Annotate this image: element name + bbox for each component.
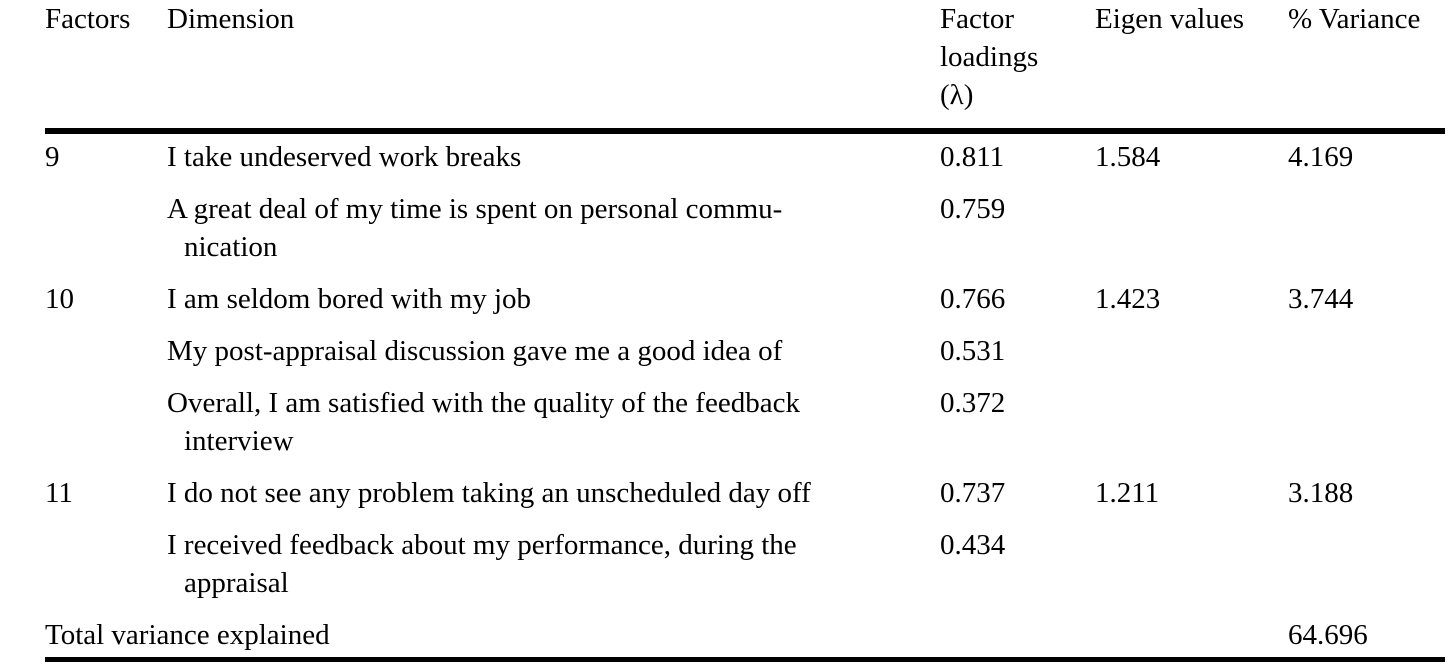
factor-number: 10 [45, 283, 74, 315]
table-row [45, 526, 1445, 602]
eigen-value [1095, 384, 1288, 460]
eigen-value: 1.423 [1095, 283, 1161, 315]
eigen-value [1095, 526, 1288, 602]
table-footer-row [45, 616, 1445, 654]
variance-value [1288, 190, 1445, 266]
factor-loading-value: 0.811 [940, 141, 1005, 173]
dimension-cell [167, 138, 940, 176]
dimension-text-wrap: nication [184, 231, 278, 263]
factor-number [45, 190, 167, 266]
dimension-cell [167, 526, 940, 602]
dimension-text-wrap: appraisal [184, 567, 289, 599]
variance-value: 3.744 [1288, 283, 1354, 315]
header-eigen-values: Eigen values [1095, 3, 1244, 35]
header-percent-variance: % Variance [1288, 3, 1421, 35]
dimension-cell [167, 474, 940, 512]
table-row [45, 474, 1445, 512]
dimension-cell [167, 280, 940, 318]
dimension-text: Overall, I am satisfied with the quality of the feedback [167, 387, 800, 419]
table-top-rule [45, 128, 1445, 134]
dimension-text: I received feedback about my performance, during the [167, 529, 797, 561]
dimension-cell [167, 384, 940, 460]
table-bottom-rule [45, 657, 1445, 662]
factor-number [45, 384, 167, 460]
dimension-cell [167, 332, 940, 370]
dimension-cell [167, 190, 940, 266]
variance-value [1288, 332, 1445, 370]
eigen-value: 1.211 [1095, 477, 1160, 509]
factor-number: 11 [45, 477, 73, 509]
factor-loading-value: 0.531 [940, 335, 1006, 367]
factor-loading-value: 0.766 [940, 283, 1006, 315]
variance-value [1288, 384, 1445, 460]
table-row [45, 190, 1445, 266]
table-row [45, 138, 1445, 176]
table-row [45, 384, 1445, 460]
table-row [45, 332, 1445, 370]
header-factor-loadings: Factor loadings (λ) [940, 3, 1039, 111]
factor-number: 9 [45, 141, 60, 173]
dimension-text: My post-appraisal discussion gave me a good idea of [167, 335, 783, 367]
total-variance-label: Total variance explained [45, 619, 330, 651]
dimension-text: A great deal of my time is spent on personal commu- [167, 193, 783, 225]
variance-value: 3.188 [1288, 477, 1354, 509]
total-variance-value: 64.696 [1288, 619, 1368, 651]
eigen-value: 1.584 [1095, 141, 1161, 173]
dimension-text: I take undeserved work breaks [167, 141, 522, 173]
factor-number [45, 332, 167, 370]
eigen-value [1095, 332, 1288, 370]
table-header-row [45, 0, 1445, 128]
variance-value: 4.169 [1288, 141, 1354, 173]
factor-number [45, 526, 167, 602]
factor-loading-value: 0.737 [940, 477, 1006, 509]
eigen-value [1095, 190, 1288, 266]
factor-analysis-table [45, 0, 1445, 662]
table-row [45, 280, 1445, 318]
header-factors: Factors [45, 3, 131, 35]
factor-loading-value: 0.759 [940, 193, 1006, 225]
dimension-text: I am seldom bored with my job [167, 283, 532, 315]
factor-loading-value: 0.372 [940, 387, 1006, 419]
header-dimension: Dimension [167, 3, 295, 35]
dimension-text: I do not see any problem taking an unscheduled day off [167, 477, 811, 509]
variance-value [1288, 526, 1445, 602]
dimension-text-wrap: interview [184, 425, 294, 457]
factor-loading-value: 0.434 [940, 529, 1006, 561]
